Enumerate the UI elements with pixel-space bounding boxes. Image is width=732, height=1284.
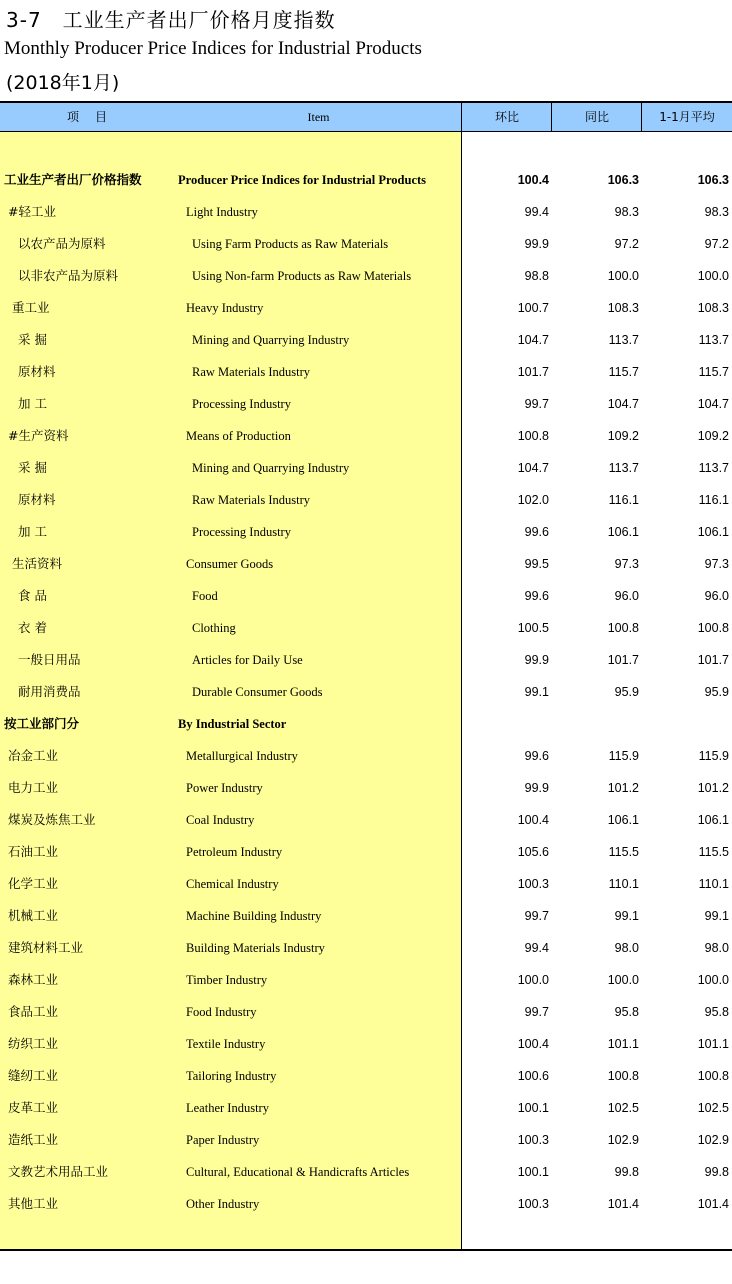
row-label-en: Durable Consumer Goods (192, 685, 323, 699)
row-label-en: Other Industry (186, 1197, 260, 1211)
row-label-en: Timber Industry (186, 973, 268, 987)
row-label-cn: 原材料 (18, 492, 56, 507)
table-header (0, 103, 732, 132)
row-label-en: Metallurgical Industry (186, 749, 298, 763)
value-mom: 99.1 (524, 685, 549, 699)
row-label-cn: 化学工业 (8, 876, 59, 891)
value-yoy: 116.1 (608, 493, 639, 507)
row-label-cn: 食品工业 (8, 1004, 59, 1019)
row-label-cn: #生产资料 (8, 428, 69, 443)
row-label-cn: 建筑材料工业 (8, 940, 84, 955)
value-yoy: 95.8 (614, 1005, 639, 1019)
value-yoy: 99.1 (614, 909, 639, 923)
value-avg: 115.9 (698, 749, 729, 763)
value-mom: 99.4 (524, 941, 549, 955)
value-mom: 104.7 (517, 333, 549, 347)
value-avg: 101.2 (697, 781, 729, 795)
value-mom: 99.6 (524, 749, 549, 763)
value-avg: 101.7 (697, 653, 729, 667)
row-label-cn: 其他工业 (8, 1196, 59, 1211)
value-mom: 99.9 (524, 653, 549, 667)
row-label-cn: 以农产品为原料 (18, 236, 106, 251)
page-title-en: Monthly Producer Price Indices for Industrial Products (4, 38, 422, 59)
value-yoy: 98.0 (614, 941, 639, 955)
value-yoy: 101.1 (607, 1037, 639, 1051)
table-row (0, 235, 732, 267)
row-label-en: Means of Production (186, 429, 291, 443)
table-row (0, 203, 732, 235)
value-mom: 100.7 (517, 301, 549, 315)
table-row (0, 875, 732, 907)
value-mom: 100.5 (517, 621, 549, 635)
value-avg: 115.5 (698, 845, 729, 859)
value-mom: 99.7 (524, 909, 549, 923)
table-row (0, 267, 732, 299)
row-label-cn: 煤炭及炼焦工业 (8, 812, 96, 827)
row-label-en: Tailoring Industry (186, 1069, 277, 1083)
value-avg: 101.1 (697, 1037, 729, 1051)
value-avg: 113.7 (698, 333, 729, 347)
table-row (0, 1195, 732, 1227)
value-avg: 115.7 (698, 365, 729, 379)
row-label-cn: 电力工业 (8, 780, 59, 795)
value-mom: 99.4 (524, 205, 549, 219)
row-label-en: Mining and Quarrying Industry (192, 333, 350, 347)
value-avg: 100.8 (697, 621, 729, 635)
value-mom: 100.4 (517, 173, 549, 187)
row-label-en: Raw Materials Industry (192, 365, 311, 379)
row-label-en: Using Farm Products as Raw Materials (192, 237, 389, 251)
row-label-cn: 生活资料 (12, 556, 63, 571)
row-label-cn: 一般日用品 (18, 652, 81, 667)
value-yoy: 106.1 (607, 813, 639, 827)
table-bottom-rule (0, 1249, 732, 1251)
value-avg: 110.1 (698, 877, 729, 891)
row-label-en: Processing Industry (192, 397, 291, 411)
value-yoy: 106.1 (607, 525, 639, 539)
row-label-en: Processing Industry (192, 525, 291, 539)
value-avg: 108.3 (697, 301, 729, 315)
value-mom: 99.9 (524, 237, 549, 251)
value-yoy: 101.7 (607, 653, 639, 667)
table-row (0, 427, 732, 459)
row-label-en: Producer Price Indices for Industrial Products (178, 173, 427, 187)
row-label-en: Food (192, 589, 218, 603)
row-label-cn: 石油工业 (8, 844, 59, 859)
row-label-en: Textile Industry (186, 1037, 266, 1051)
value-avg: 106.1 (697, 813, 729, 827)
value-avg: 102.9 (697, 1133, 729, 1147)
value-yoy: 109.2 (607, 429, 639, 443)
value-mom: 99.7 (524, 397, 549, 411)
page-title-cn: 3-7 工业生产者出厂价格月度指数 (6, 8, 336, 32)
table-row (0, 523, 732, 555)
table-row (0, 299, 732, 331)
row-label-cn: 机械工业 (8, 908, 59, 923)
value-yoy: 104.7 (607, 397, 639, 411)
table-row (0, 171, 732, 203)
value-mom: 99.6 (524, 589, 549, 603)
value-mom: 102.0 (517, 493, 549, 507)
value-avg: 100.0 (697, 269, 729, 283)
value-yoy: 97.2 (614, 237, 639, 251)
row-label-cn: 冶金工业 (8, 748, 59, 763)
value-avg: 95.8 (704, 1005, 729, 1019)
value-yoy: 102.9 (607, 1133, 639, 1147)
value-mom: 100.8 (517, 429, 549, 443)
table-row (0, 779, 732, 811)
value-yoy: 99.8 (614, 1165, 639, 1179)
value-yoy: 113.7 (608, 461, 639, 475)
row-label-en: Light Industry (186, 205, 258, 219)
table-row (0, 651, 732, 683)
row-label-en: Consumer Goods (186, 557, 274, 571)
value-avg: 100.8 (697, 1069, 729, 1083)
value-yoy: 102.5 (607, 1101, 639, 1115)
value-mom: 99.7 (524, 1005, 549, 1019)
value-avg: 106.1 (697, 525, 729, 539)
value-avg: 104.7 (697, 397, 729, 411)
row-label-en: Power Industry (186, 781, 263, 795)
value-avg: 106.3 (697, 173, 729, 187)
row-label-cn: 加 工 (18, 524, 47, 539)
value-mom: 98.8 (524, 269, 549, 283)
value-yoy: 115.9 (608, 749, 639, 763)
row-label-cn: 森林工业 (8, 972, 59, 987)
column-divider-2 (641, 103, 642, 131)
row-label-cn: 工业生产者出厂价格指数 (4, 172, 142, 187)
value-yoy: 100.8 (607, 1069, 639, 1083)
row-label-cn: 耐用消费品 (18, 684, 81, 699)
row-label-en: Clothing (192, 621, 236, 635)
row-label-cn: 食 品 (18, 588, 47, 603)
table-row (0, 619, 732, 651)
table-row (0, 1067, 732, 1099)
table-row (0, 843, 732, 875)
value-mom: 100.3 (517, 1133, 549, 1147)
value-mom: 100.1 (517, 1101, 549, 1115)
value-yoy: 96.0 (614, 589, 639, 603)
value-yoy: 106.3 (607, 173, 639, 187)
row-label-cn: 按工业部门分 (4, 716, 80, 731)
value-mom: 100.4 (517, 1037, 549, 1051)
row-label-cn: 造纸工业 (8, 1132, 59, 1147)
header-col-yoy: 同比 (584, 110, 609, 124)
value-mom: 100.4 (517, 813, 549, 827)
table-row (0, 1099, 732, 1131)
value-avg: 100.0 (697, 973, 729, 987)
row-label-en: Machine Building Industry (186, 909, 322, 923)
value-avg: 116.1 (698, 493, 729, 507)
row-label-cn: 衣 着 (18, 620, 47, 635)
value-yoy: 100.0 (607, 973, 639, 987)
value-mom: 104.7 (517, 461, 549, 475)
table-row (0, 971, 732, 1003)
value-yoy: 115.7 (608, 365, 639, 379)
table-row (0, 907, 732, 939)
table-row (0, 1163, 732, 1195)
value-yoy: 115.5 (608, 845, 639, 859)
table-row (0, 1131, 732, 1163)
row-label-en: Coal Industry (186, 813, 255, 827)
table-top-rule (0, 101, 732, 103)
value-mom: 101.7 (517, 365, 549, 379)
row-label-cn: 原材料 (18, 364, 56, 379)
page-subtitle: (2018年1月) (6, 72, 120, 94)
table-row (0, 683, 732, 715)
row-label-cn: #轻工业 (8, 204, 56, 219)
value-yoy: 101.2 (607, 781, 639, 795)
table-row (0, 331, 732, 363)
value-avg: 99.8 (704, 1165, 729, 1179)
row-label-en: Cultural, Educational & Handicrafts Articles (186, 1165, 410, 1179)
table-row (0, 939, 732, 971)
value-mom: 99.5 (524, 557, 549, 571)
row-label-en: Raw Materials Industry (192, 493, 311, 507)
table-row (0, 747, 732, 779)
header-col-mom: 环比 (494, 110, 519, 124)
table-row (0, 1035, 732, 1067)
value-yoy: 95.9 (614, 685, 639, 699)
table-row (0, 395, 732, 427)
row-label-cn: 采 掘 (18, 332, 47, 347)
value-avg: 98.3 (704, 205, 729, 219)
value-yoy: 100.0 (607, 269, 639, 283)
value-mom: 99.6 (524, 525, 549, 539)
table-row (0, 491, 732, 523)
row-label-cn: 纺织工业 (8, 1036, 59, 1051)
value-yoy: 110.1 (608, 877, 639, 891)
value-avg: 98.0 (704, 941, 729, 955)
table-row (0, 1003, 732, 1035)
row-label-cn: 采 掘 (18, 460, 47, 475)
value-mom: 100.1 (517, 1165, 549, 1179)
value-avg: 97.3 (704, 557, 729, 571)
table-row (0, 555, 732, 587)
row-label-en: Food Industry (186, 1005, 257, 1019)
header-item-cn: 项 目 (66, 110, 109, 124)
value-mom: 100.3 (517, 877, 549, 891)
row-label-en: Mining and Quarrying Industry (192, 461, 350, 475)
value-yoy: 101.4 (607, 1197, 639, 1211)
value-mom: 99.9 (524, 781, 549, 795)
row-label-en: Chemical Industry (186, 877, 279, 891)
value-avg: 113.7 (698, 461, 729, 475)
value-mom: 100.6 (517, 1069, 549, 1083)
row-label-en: Leather Industry (186, 1101, 269, 1115)
value-avg: 102.5 (697, 1101, 729, 1115)
table-row (0, 363, 732, 395)
value-mom: 105.6 (517, 845, 549, 859)
row-label-cn: 以非农产品为原料 (18, 268, 119, 283)
column-divider-1 (551, 103, 552, 131)
value-avg: 96.0 (704, 589, 729, 603)
value-avg: 95.9 (704, 685, 729, 699)
value-avg: 101.4 (697, 1197, 729, 1211)
table-row (0, 587, 732, 619)
row-label-en: Articles for Daily Use (192, 653, 303, 667)
row-label-cn: 皮革工业 (8, 1100, 59, 1115)
value-yoy: 108.3 (607, 301, 639, 315)
value-yoy: 113.7 (608, 333, 639, 347)
header-col-avg: 1-1月平均 (659, 110, 715, 124)
table-row (0, 715, 732, 747)
header-item-en: Item (307, 110, 330, 124)
value-avg: 109.2 (697, 429, 729, 443)
value-mom: 100.3 (517, 1197, 549, 1211)
row-label-en: Paper Industry (186, 1133, 260, 1147)
row-label-cn: 重工业 (12, 300, 50, 315)
row-label-en: Using Non-farm Products as Raw Materials (192, 269, 412, 283)
row-label-en: By Industrial Sector (178, 717, 287, 731)
value-avg: 99.1 (704, 909, 729, 923)
row-label-cn: 缝纫工业 (8, 1068, 59, 1083)
row-label-cn: 加 工 (18, 396, 47, 411)
row-label-en: Building Materials Industry (186, 941, 325, 955)
value-mom: 100.0 (517, 973, 549, 987)
row-label-en: Heavy Industry (186, 301, 264, 315)
value-yoy: 100.8 (607, 621, 639, 635)
value-yoy: 98.3 (614, 205, 639, 219)
table-row (0, 811, 732, 843)
value-yoy: 97.3 (614, 557, 639, 571)
table-row (0, 459, 732, 491)
value-avg: 97.2 (704, 237, 729, 251)
row-label-en: Petroleum Industry (186, 845, 283, 859)
row-label-cn: 文教艺术用品工业 (8, 1164, 109, 1179)
